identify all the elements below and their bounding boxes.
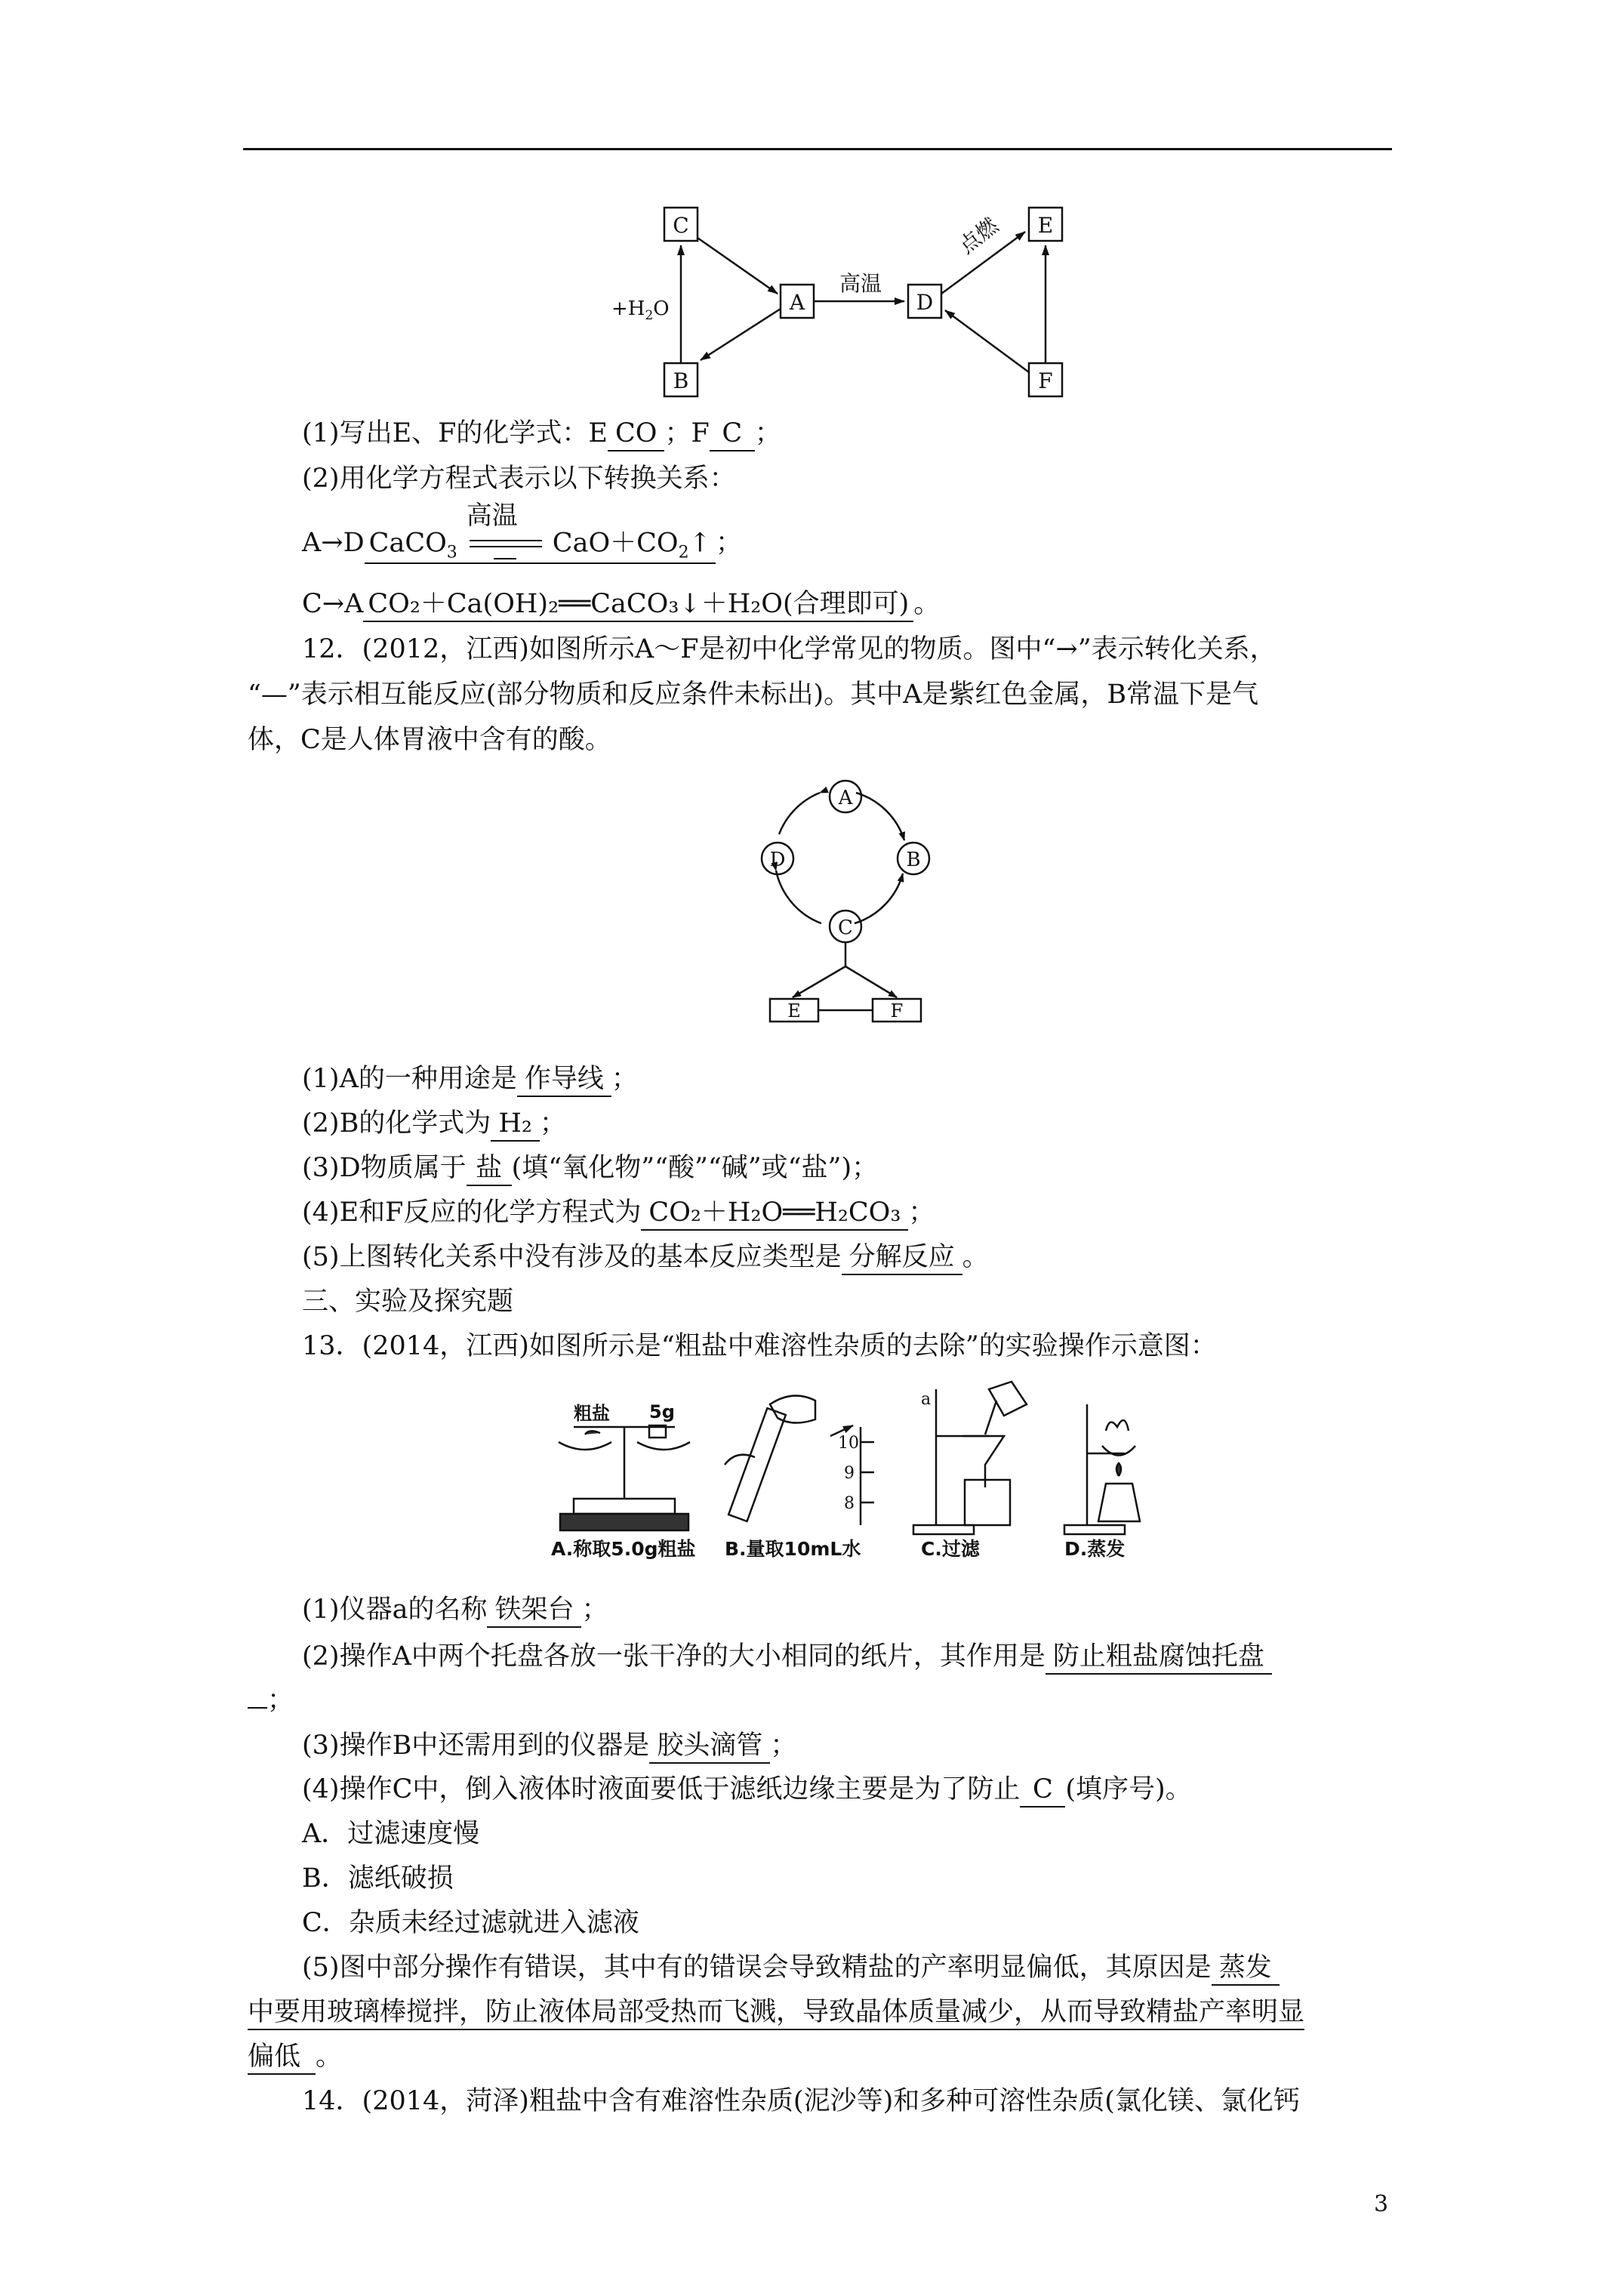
tick-9: 9 [844, 1464, 855, 1483]
q12-answer-1: 作导线 [517, 1062, 611, 1097]
q13-sub5-end: 偏低 。 [248, 2039, 1395, 2075]
caption-A: A.称取5.0g粗盐 [551, 1538, 696, 1560]
q12-sub2: (2)B的化学式为 H₂ ； [302, 1105, 1395, 1142]
condition-high-temp: 高温 [463, 526, 547, 562]
label-a: a [921, 1390, 932, 1409]
q13-answer-4: C [1020, 1773, 1065, 1808]
label-5g: 5g [649, 1401, 675, 1422]
tick-8: 8 [844, 1494, 855, 1513]
node-C: C [673, 213, 689, 238]
q11-equation-c-a: C→A CO₂＋Ca(OH)₂══CaCO₃↓＋H₂O(合理即可) 。 [302, 586, 1395, 622]
q13-sub2-cont: ； [248, 1682, 1395, 1718]
option-C: C．杂质未经过滤就进入滤液 [302, 1908, 639, 1938]
diagram-1 [611, 200, 1110, 411]
q12-stem-3: 体，C是人体胃液中含有的酸。 [248, 725, 611, 755]
label-high-temp: 高温 [839, 271, 882, 296]
q12-node-A: A [838, 787, 853, 809]
q13-sub4: (4)操作C中，倒入液体时液面要低于滤纸边缘主要是为了防止 C (填序号)。 [302, 1771, 1395, 1808]
q13-sub2: (2)操作A中两个托盘各放一张干净的大小相同的纸片，其作用是 防止粗盐腐蚀托盘 [302, 1638, 1395, 1675]
diagram-2 [755, 774, 936, 1031]
q13-answer-5c: 偏低 [248, 2040, 316, 2075]
q11-sub2: (2)用化学方程式表示以下转换关系： [302, 464, 736, 494]
node-B: B [673, 368, 689, 393]
q12-node-F: F [890, 1000, 904, 1022]
answer-E: CO [608, 417, 664, 451]
section-heading: 三、实验及探究题 [302, 1287, 514, 1317]
q12-node-E: E [787, 1000, 801, 1022]
answer-a-d: CaCO$_3$ 高温 $CaO+CO_2↑$ [365, 526, 716, 564]
page-number: 3 [1374, 2191, 1389, 2217]
q12-sub1: (1)A的一种用途是 作导线 ； [302, 1061, 1395, 1097]
q13-answer-5a: 蒸发 [1212, 1951, 1280, 1986]
q13-answer-3: 胶头滴管 [649, 1729, 770, 1764]
q13-sub1: (1)仪器a的名称 铁架台 ； [302, 1592, 1395, 1628]
caption-B: B.量取10mL水 [725, 1538, 861, 1560]
q12-node-B: B [906, 849, 921, 871]
q14-stem: 14．(2014，菏泽)粗盐中含有难溶性杂质(泥沙等)和多种可溶性杂质(氯化镁、氯化钙 [302, 2086, 1300, 2116]
q12-answer-5: 分解反应 [842, 1240, 962, 1275]
label-crude-salt: 粗盐 [574, 1403, 610, 1424]
q12-node-C: C [838, 917, 853, 939]
q13-stem: 13．(2014，江西)如图所示是“粗盐中难溶性杂质的去除”的实验操作示意图： [302, 1331, 1217, 1361]
answer-c-a: CO₂＋Ca(OH)₂══CaCO₃↓＋H₂O(合理即可) [363, 587, 913, 622]
q12-answer-2: H₂ [491, 1107, 540, 1142]
q13-sub5: (5)图中部分操作有错误，其中有的错误会导致精盐的产率明显偏低，其原因是 蒸发 [302, 1949, 1395, 1986]
q12-sub5: (5)上图转化关系中没有涉及的基本反应类型是 分解反应 。 [302, 1239, 1395, 1275]
q12-answer-4: CO₂＋H₂O══H₂CO₃ [641, 1196, 908, 1231]
q12-stem-1: 12．(2012，江西)如图所示A～F是初中化学常见的物质。图中“→”表示转化关系， [302, 634, 1277, 664]
experiment-figure [544, 1374, 1147, 1563]
node-D: D [916, 290, 934, 315]
option-B: B．滤纸破损 [302, 1863, 454, 1894]
label-water: $+H_2O$ [611, 297, 670, 323]
q12-sub4: (4)E和F反应的化学方程式为 CO₂＋H₂O══H₂CO₃ ； [302, 1194, 1395, 1231]
tick-10: 10 [838, 1434, 859, 1453]
caption-C: C.过滤 [921, 1538, 980, 1560]
q11-equation-a-d: A→D CaCO$_3$ 高温 $CaO+CO_2↑$ ； [302, 525, 1395, 564]
node-A: A [789, 290, 805, 315]
header-rule [243, 148, 1392, 150]
option-A: A．过滤速度慢 [302, 1819, 480, 1849]
label-ignite: 点燃 [953, 213, 1003, 259]
node-F: F [1038, 368, 1053, 393]
caption-D: D.蒸发 [1064, 1538, 1126, 1560]
q12-node-D: D [769, 849, 786, 871]
q11-sub1: (1)写出E、F的化学式：E CO ；F C ； [302, 415, 1395, 451]
node-E: E [1037, 213, 1054, 238]
answer-F: C [710, 417, 755, 451]
q12-stem-2: “—”表示相互能反应(部分物质和反应条件未标出)。其中A是紫红色金属，B常温下是气 [248, 680, 1259, 710]
q12-sub3: (3)D物质属于 盐 (填“氧化物”“酸”“碱”或“盐”)； [302, 1150, 1395, 1186]
q12-answer-3: 盐 [467, 1151, 512, 1186]
q13-answer-1: 铁架台 [487, 1593, 581, 1628]
q13-answer-5b: 中要用玻璃棒搅拌，防止液体局部受热而飞溅，导致晶体质量减少，从而导致精盐产率明显 [248, 1996, 1304, 2030]
q13-sub3: (3)操作B中还需用到的仪器是 胶头滴管 ； [302, 1727, 1395, 1764]
q13-answer-2: 防止粗盐腐蚀托盘 [1046, 1640, 1272, 1675]
q13-sub5-cont [248, 1994, 1395, 2030]
